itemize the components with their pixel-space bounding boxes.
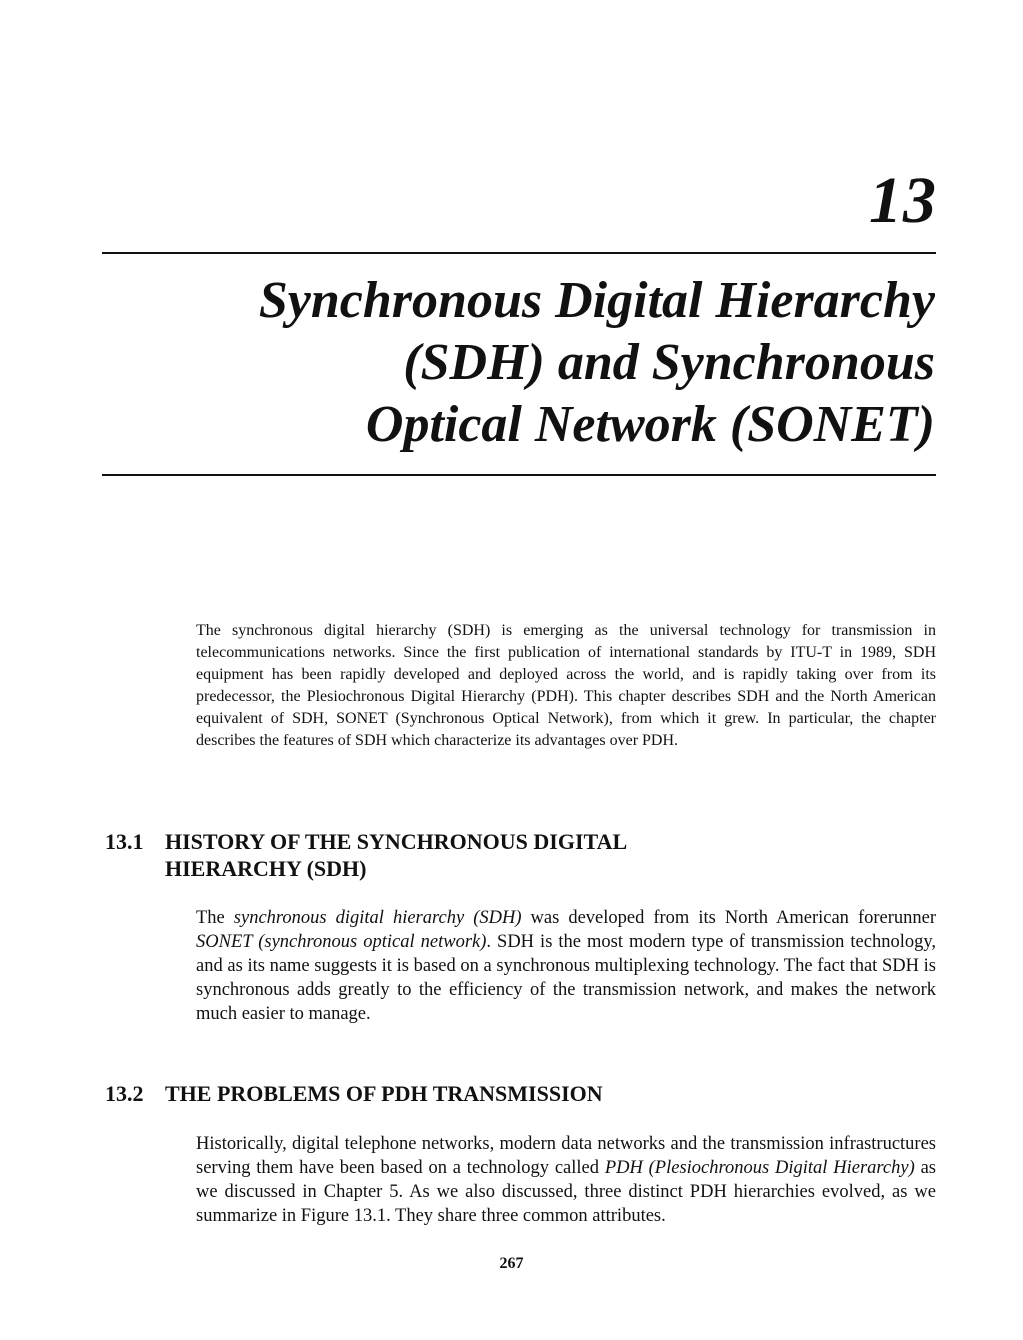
bottom-rule	[102, 474, 936, 476]
chapter-number: 13	[869, 164, 937, 237]
section-title: HISTORY OF THE SYNCHRONOUS DIGITAL HIERARCHY (SDH)	[165, 829, 626, 881]
text-run: The	[196, 908, 234, 928]
section-number: 13.2	[105, 1081, 144, 1106]
section-paragraph	[196, 1132, 936, 1228]
section-paragraph	[196, 906, 936, 1026]
section-number: 13.1	[105, 829, 144, 854]
top-rule	[102, 252, 936, 254]
page-number: 267	[499, 1255, 524, 1272]
section-heading	[105, 828, 905, 882]
italic-term: SONET (synchronous optical network)	[196, 932, 487, 952]
text-run: Historically, digital telephone networks, modern data networks and the transmission infrastructures serving them have been based on a technology called	[196, 1134, 936, 1178]
text-run: . SDH is the most modern type of transmission technology, and as its name suggests it is based on a synchronous multiplexing technology. The fact that SDH is synchronous adds greatly to the efficiency of the transmission network, and makes the network much easier to manage.	[196, 932, 937, 1024]
chapter-title-line: (SDH) and Synchronous	[403, 334, 935, 391]
text-run: was developed from its North American forerunner	[521, 908, 937, 928]
chapter-title-line: Synchronous Digital Hierarchy	[258, 272, 935, 329]
italic-term: PDH (Plesiochronous Digital Hierarchy)	[604, 1158, 915, 1178]
section-title: THE PROBLEMS OF PDH TRANSMISSION	[165, 1081, 603, 1106]
italic-term: synchronous digital hierarchy (SDH)	[233, 908, 522, 928]
text-run: as we discussed in Chapter 5. As we also discussed, three distinct PDH hierarchies evolved, as we summarize in Figure 13.1. They share three common attributes.	[196, 1158, 937, 1226]
chapter-title	[175, 270, 935, 456]
section-heading	[105, 1080, 905, 1107]
chapter-title-line: Optical Network (SONET)	[365, 396, 935, 453]
chapter-intro: The synchronous digital hierarchy (SDH) is emerging as the universal technology for transmission in telecommunications networks. Since the first publication of international standards by ITU-T in 1989, SDH equipment has been rapidly developed and deployed across the world, and is rapidly taking over from its predecessor, the Plesiochronous Digital Hierarchy (PDH). This chapter describes SDH and the North American equivalent of SDH, SONET (Synchronous Optical Network), from which it grew. In particular, the chapter describes the features of SDH which characterize its advantages over PDH.	[196, 622, 936, 749]
